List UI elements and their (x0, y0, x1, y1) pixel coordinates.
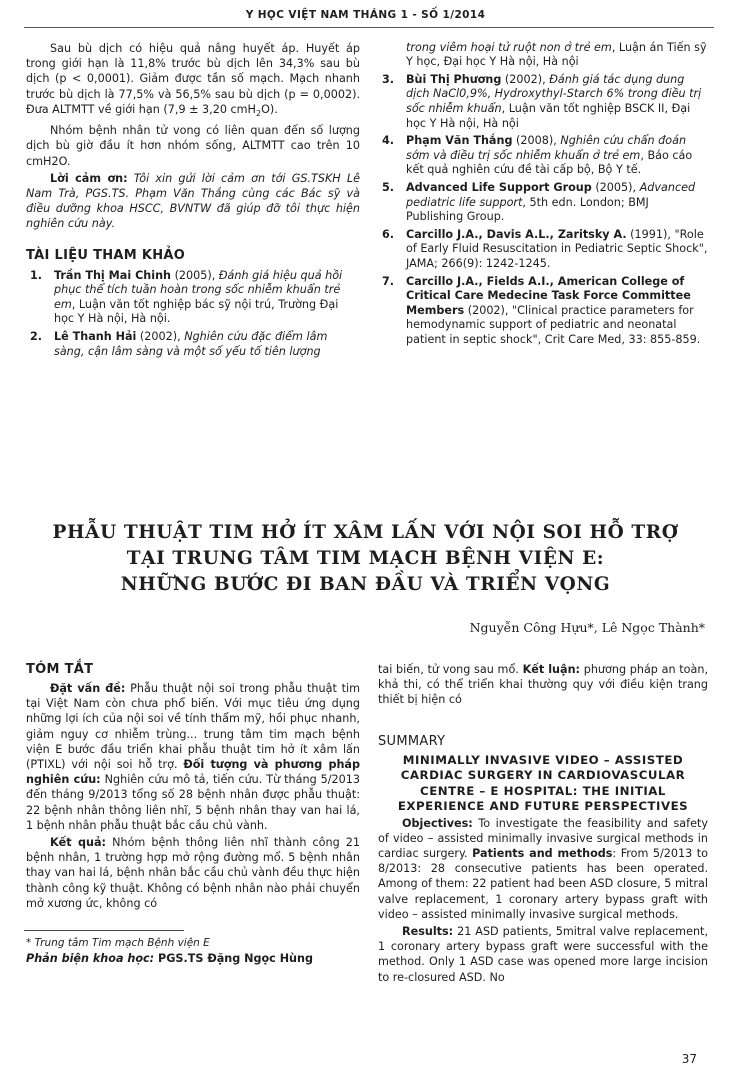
acknowledgement: Lời cảm ơn: Tôi xin gửi lời cảm ơn tới GS.TSKH Lê Nam Trà, PGS.TS. Phạm Văn Thắng cùng các Bác sỹ và điều dưỡng khoa HSCC, BVNTW đã giúp đỡ tôi thực hiện nghiên cứu này. (26, 171, 360, 231)
abstract-conclusion: tai biến, tử vong sau mổ. Kết luận: phương pháp an toàn, khả thi, có thể triển khai thường quy với điều kiện trang thiết bị hiện có (378, 663, 709, 707)
footnote-reviewer: Phản biện khoa học: PGS.TS Đặng Ngọc Hùng (26, 952, 313, 965)
article-title (0, 520, 731, 598)
reference-continuation: trong viêm hoại tử ruột non ở trẻ em, Luận án Tiến sỹ Y học, Đại học Y Hà nội, Hà nội (406, 41, 707, 69)
reference-item: 3. Bùi Thị Phương (2002), Đánh giá tác dụng dung dịch NaCl0,9%, Hydroxythyl-Starch 6% trong điều trị sốc nhiễm khuẩn, Luận văn tốt nghiệp BSCK II, Đại học Y Hà nội, Hà nội (382, 72, 702, 130)
summary-title: MINIMALLY INVASIVE VIDEO – ASSISTED CARDIAC SURGERY IN CARDIOVASCULAR CENTRE – E HOSPITAL: THE INITIAL EXPERIENCE AND FUTURE PERSPECTIVES (397, 752, 689, 814)
reference-item: 4. Phạm Văn Thắng (2008), Nghiên cứu chẩn đoán sớm và điều trị sốc nhiễm khuẩn ở trẻ em, Báo cáo kết quả nghiên cứu đề tài cấp bộ, Bộ Y tế. (382, 134, 693, 177)
abstract-vietnamese (26, 662, 360, 911)
left-column-top (26, 41, 360, 362)
reference-item: 5. Advanced Life Support Group (2005), Advanced pediatric life support, 5th edn. London; BMJ Publishing Group. (382, 180, 696, 224)
page-number: 37 (681, 1052, 697, 1066)
reference-item: 6. Carcillo J.A., Davis A.L., Zaritsky A. (1991), "Role of Early Fluid Resuscitation in Pediatric Septic Shock", JAMA; 266(9): 1242-1245. (382, 227, 708, 270)
article-title-line: TẠI TRUNG TÂM TIM MẠCH BỆNH VIỆN E: (126, 548, 605, 569)
right-column-top (378, 41, 708, 351)
summary-objectives: Objectives: To investigate the feasibility and safety of video – assisted minimally invasive surgical methods in cardiac surgery. Patients and methods: From 5/2013 to 8/2013: 28 consecutive patients has been operated. Among of them: 22 patient had been ASD closure, 5 mitral valve replacement, 1 coronary artery bypass graft with video – assisted minimally invasive surgical methods. (378, 816, 708, 921)
conclusion-paragraph-1: Sau bù dịch có hiệu quả nâng huyết áp. Huyết áp trong giới hạn là 11,8% trước bù dịch lên 34,3% sau bù dịch (p < 0,0001). Giảm được tần số mạch. Mạch nhanh trước bù dịch là 77,5% và 56,5% sau bù dịch (p = 0,0002). Đưa ALTMTT về giới hạn (7,9 ± 3,20 cmH$_2$O). (26, 42, 360, 119)
summary-results: Results: 21 ASD patients, 5mitral valve replacement, 1 coronary artery bypass graft were successful with the method. Only 1 ASD case was opened more large incision to re-closured ASD. No (378, 925, 708, 984)
summary-heading: SUMMARY (378, 733, 446, 749)
references-list-left (26, 269, 360, 360)
footnote-rule (24, 930, 184, 931)
abstract-results: Kết quả: Nhóm bệnh thông liên nhĩ thành công 21 bệnh nhân, 1 trường hợp mở rộng đường mổ. 5 bệnh nhân thay van hai lá, bệnh nhân bắc cầu chủ vành đều thực hiện thành công kỹ thuật. Không có bệnh nhân nào phải chuyển mở xương ức, không có (26, 836, 361, 910)
reference-item: 1. Trần Thị Mai Chinh (2005), Đánh giá hiệu quả hồi phục thể tích tuần hoàn trong sốc nhiễm khuẩn trẻ em, Luận văn tốt nghiệp bác sỹ nội trú, Trường Đại học Y Hà nội, Hà nội. (30, 268, 343, 326)
journal-header: Y HỌC VIỆT NAM THÁNG 1 - SỐ 1/2014 (245, 9, 486, 21)
abstract-background: Đặt vấn đề: Phẫu thuật nội soi trong phẫu thuật tim tại Việt Nam còn chưa phổ biến. Với mục tiêu ứng dụng những lợi ích của nội soi về tính thẩm mỹ, hồi phục nhanh, giảm nguy cơ nhiễm trùng... trung tâm tim mạch bệnh viện E bước đầu triển khai phẫu thuật tim hở ít xâm lấn (PTIXL) với nội soi hỗ trợ. Đối tượng và phương pháp nghiên cứu: Nghiên cứu mô tả, tiến cứu. Từ tháng 5/2013 đến tháng 9/2013 tổng số 28 bệnh nhân được phẫu thuật: 22 bệnh nhân thông liên nhĩ, 5 bệnh nhân thay van hai lá, 1 bệnh nhân phẫu thuật bắc cầu chủ vành. (26, 682, 361, 832)
reference-item: 2. Lê Thanh Hải (2002), Nghiên cứu đặc điểm lâm sàng, cận lâm sàng và một số yếu tố tiên lượng (30, 330, 328, 358)
header-rule (24, 27, 714, 28)
footnote (26, 936, 360, 966)
reference-item: 7. Carcillo J.A., Fields A.I., American College of Critical Care Medecine Task Force Committee Members (2002), "Clinical practice parameters for hemodynamic support of pediatric and neonatal patient in septic shock", Crit Care Med, 33: 855-859. (382, 274, 701, 346)
conclusion-paragraph-2: Nhóm bệnh nhân tử vong có liên quan đến số lượng dịch bù giờ đầu ít hơn nhóm sống, ALTMTT cao trên 10 cmH2O. (26, 124, 360, 168)
article-title-line: NHỮNG BƯỚC ĐI BAN ĐẦU VÀ TRIỂN VỌNG (120, 574, 611, 595)
footnote-affiliation: * Trung tâm Tim mạch Bệnh viện E (26, 937, 210, 949)
article-authors: Nguyễn Công Hựu*, Lê Ngọc Thành* (469, 620, 705, 635)
abstract-heading: TÓM TẮT (26, 662, 94, 677)
references-heading: TÀI LIỆU THAM KHẢO (26, 247, 186, 263)
article-title-line: PHẪU THUẬT TIM HỞ ÍT XÂM LẤN VỚI NỘI SOI HỖ TRỢ (52, 522, 679, 543)
right-column-bottom (378, 662, 708, 985)
